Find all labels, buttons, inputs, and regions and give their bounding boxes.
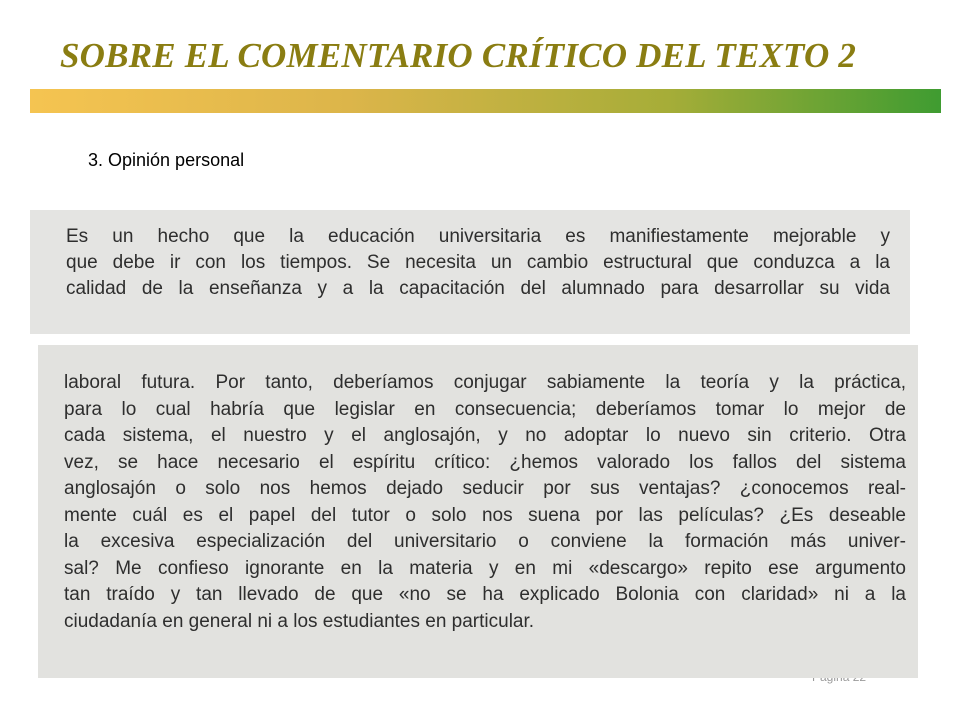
scan1-line-2: que debe ir con los tiempos. Se necesita un cambio estructural que conduzca a la xyxy=(66,252,890,273)
scan2-line-3: cada sistema, el nuestro y el anglosajón, y no adoptar lo nuevo sin criterio. Otra xyxy=(64,425,906,446)
scan2-line-5: anglosajón o solo nos hemos dejado seducir por sus ventajas? ¿conocemos real- xyxy=(64,478,906,499)
scan2-line-2: para lo cual habría que legislar en consecuencia; deberíamos tomar lo mejor de xyxy=(64,398,906,420)
title-gradient-bar xyxy=(30,89,941,113)
scanned-text-excerpt-1 xyxy=(30,210,910,334)
scan2-line-6: mente cuál es el papel del tutor o solo nos suena por las películas? ¿Es deseable xyxy=(64,504,906,526)
section-subheading: 3. Opinión personal xyxy=(88,150,245,170)
scan2-line-1: laboral futura. Por tanto, deberíamos conjugar sabiamente la teoría y la práctica, xyxy=(64,372,906,393)
slide-title: SOBRE EL COMENTARIO CRÍTICO DEL TEXTO 2 xyxy=(60,36,857,75)
scan2-line-10: ciudadanía en general ni a los estudiantes en particular. xyxy=(64,610,535,632)
scan1-line-3: calidad de la enseñanza y a la capacitación del alumnado para desarrollar su vida xyxy=(66,278,890,299)
scan2-line-4: vez, se hace necesario el espíritu crítico: ¿hemos valorado los fallos del sistema xyxy=(64,451,906,473)
scan1-line-1: Es un hecho que la educación universitaria es manifiestamente mejorable y xyxy=(66,226,890,247)
scanned-text-excerpt-2 xyxy=(38,345,918,678)
scan2-line-8: sal? Me confieso ignorante en la materia y en mi «descargo» repito ese argumento xyxy=(64,557,906,579)
scan2-line-9: tan traído y tan llevado de que «no se ha explicado Bolonia con claridad» ni a la xyxy=(64,584,906,605)
scan2-line-7: la excesiva especialización del universitario o conviene la formación más univer- xyxy=(64,531,906,552)
